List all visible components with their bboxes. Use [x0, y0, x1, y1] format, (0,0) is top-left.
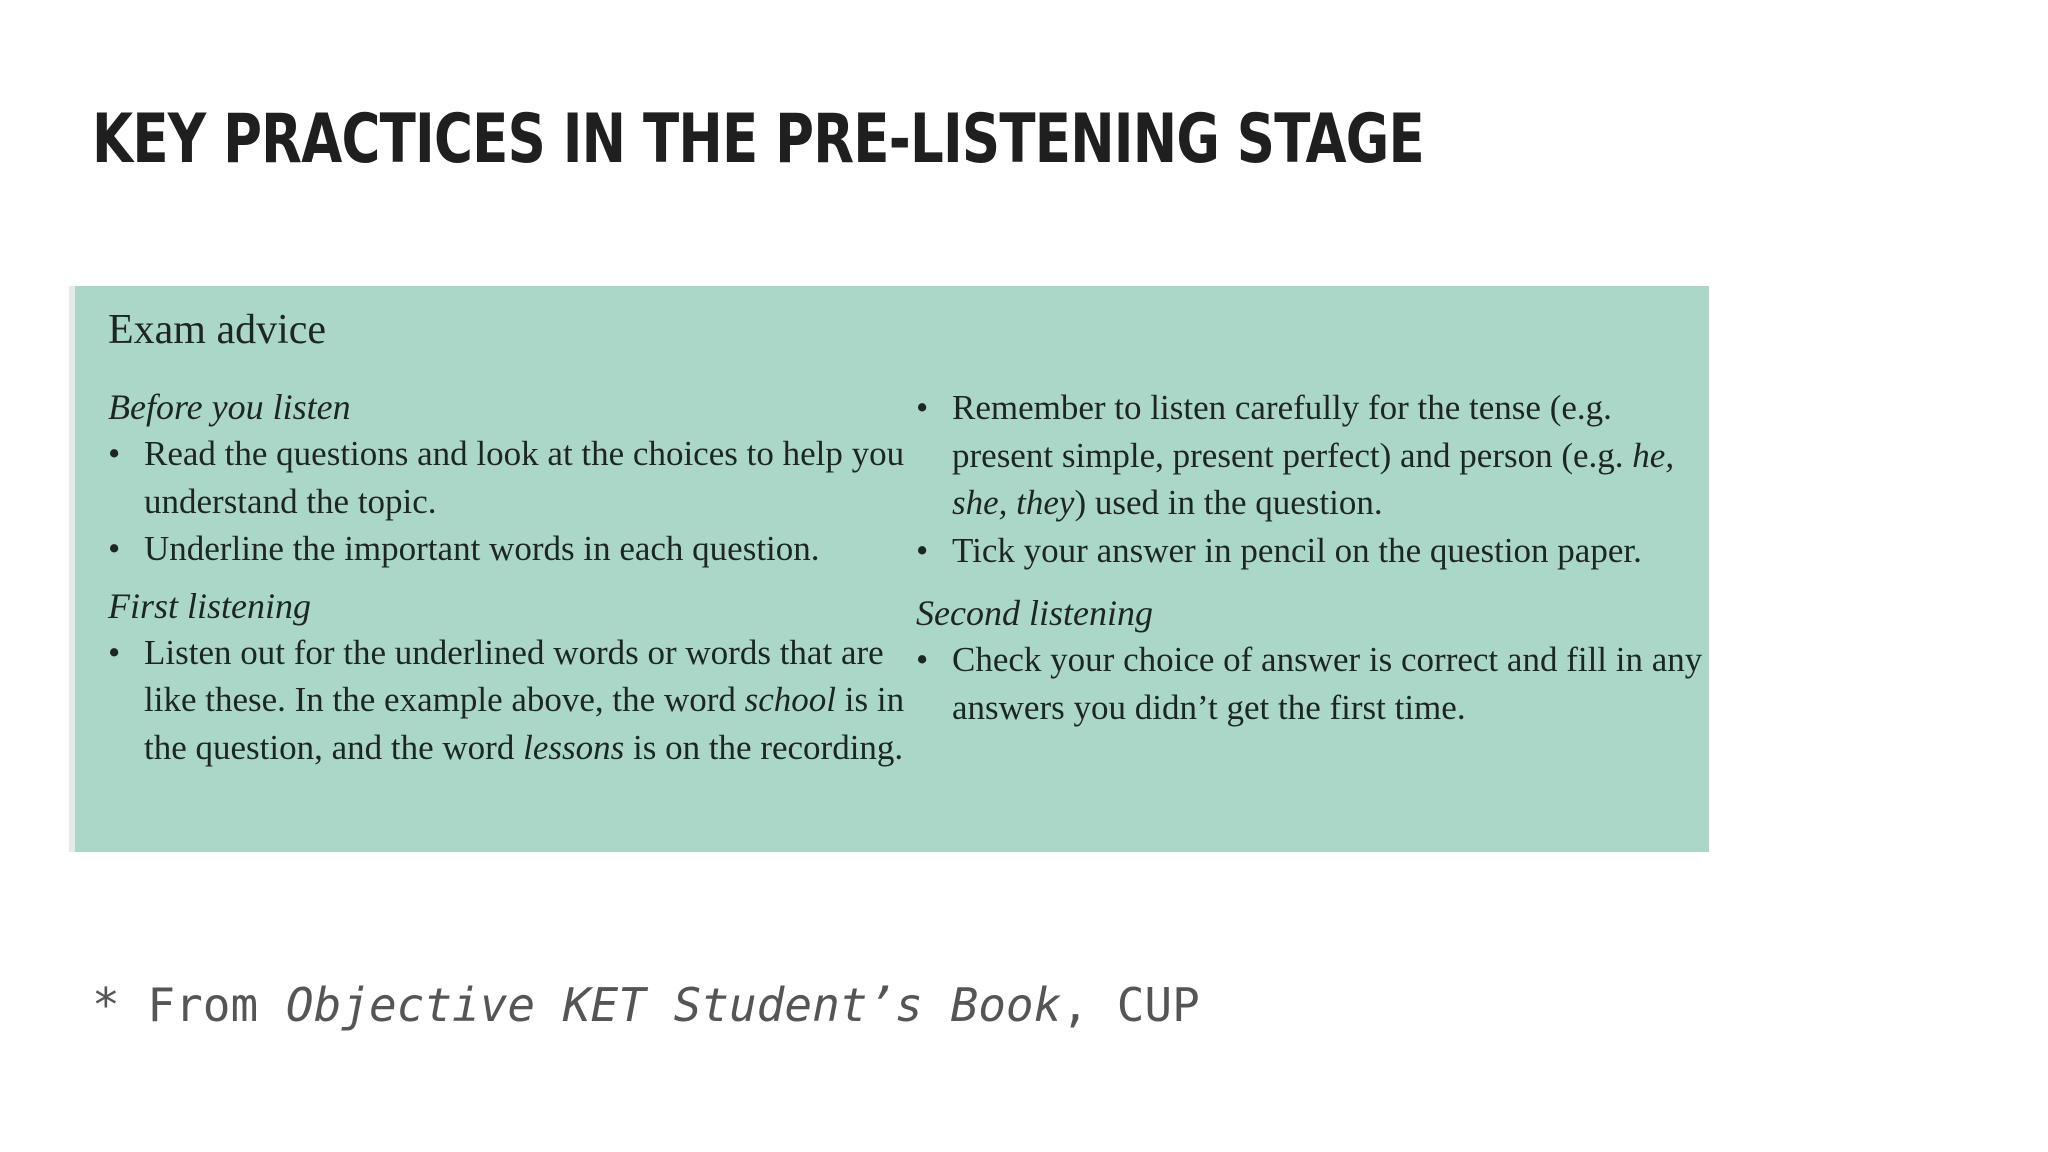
second-listening-list: [916, 636, 1706, 731]
before-you-listen-label: Before you listen: [108, 387, 351, 427]
source-footnote: * From Objective KET Student’s Book, CUP: [92, 978, 1200, 1032]
first-listening-label: First listening: [108, 585, 312, 626]
word-lessons: lessons: [523, 727, 625, 767]
bullet-read-questions: • Read the questions and look at the choices to help you understand the topic.: [108, 430, 908, 525]
bullet-listen-out: • Listen out for the underlined words or words that are like these. In the example above, the word school is in the question, and the word lessons is on the recording.: [108, 629, 908, 772]
book-title: Objective KET Student’s Book: [285, 978, 1062, 1032]
word-school: school: [744, 680, 837, 719]
pronouns-example: he, she, they: [952, 435, 1675, 522]
slide-title: KEY PRACTICES IN THE PRE-LISTENING STAGE: [92, 100, 1424, 179]
first-listening-list: [108, 629, 908, 772]
bullet-tick-answer: • Tick your answer in pencil on the question paper.: [916, 527, 1706, 575]
bullet-listen-tense: • Remember to listen carefully for the tense (e.g. present simple, present perfect) and person (e.g. he, she, they) used in the question.: [916, 384, 1706, 527]
exam-advice-heading: Exam advice: [108, 307, 327, 353]
right-list: [916, 384, 1706, 574]
bullet-underline-words: • Underline the important words in each question.: [108, 525, 908, 573]
bullet-check-choice: • Check your choice of answer is correct and fill in any answers you didn’t get the first time.: [916, 636, 1706, 731]
before-you-listen-list: [108, 430, 908, 573]
advice-left-column: [108, 384, 908, 771]
exam-advice-box: [69, 286, 1709, 852]
advice-right-column: [916, 384, 1706, 731]
second-listening-label: Second listening: [916, 593, 1153, 633]
